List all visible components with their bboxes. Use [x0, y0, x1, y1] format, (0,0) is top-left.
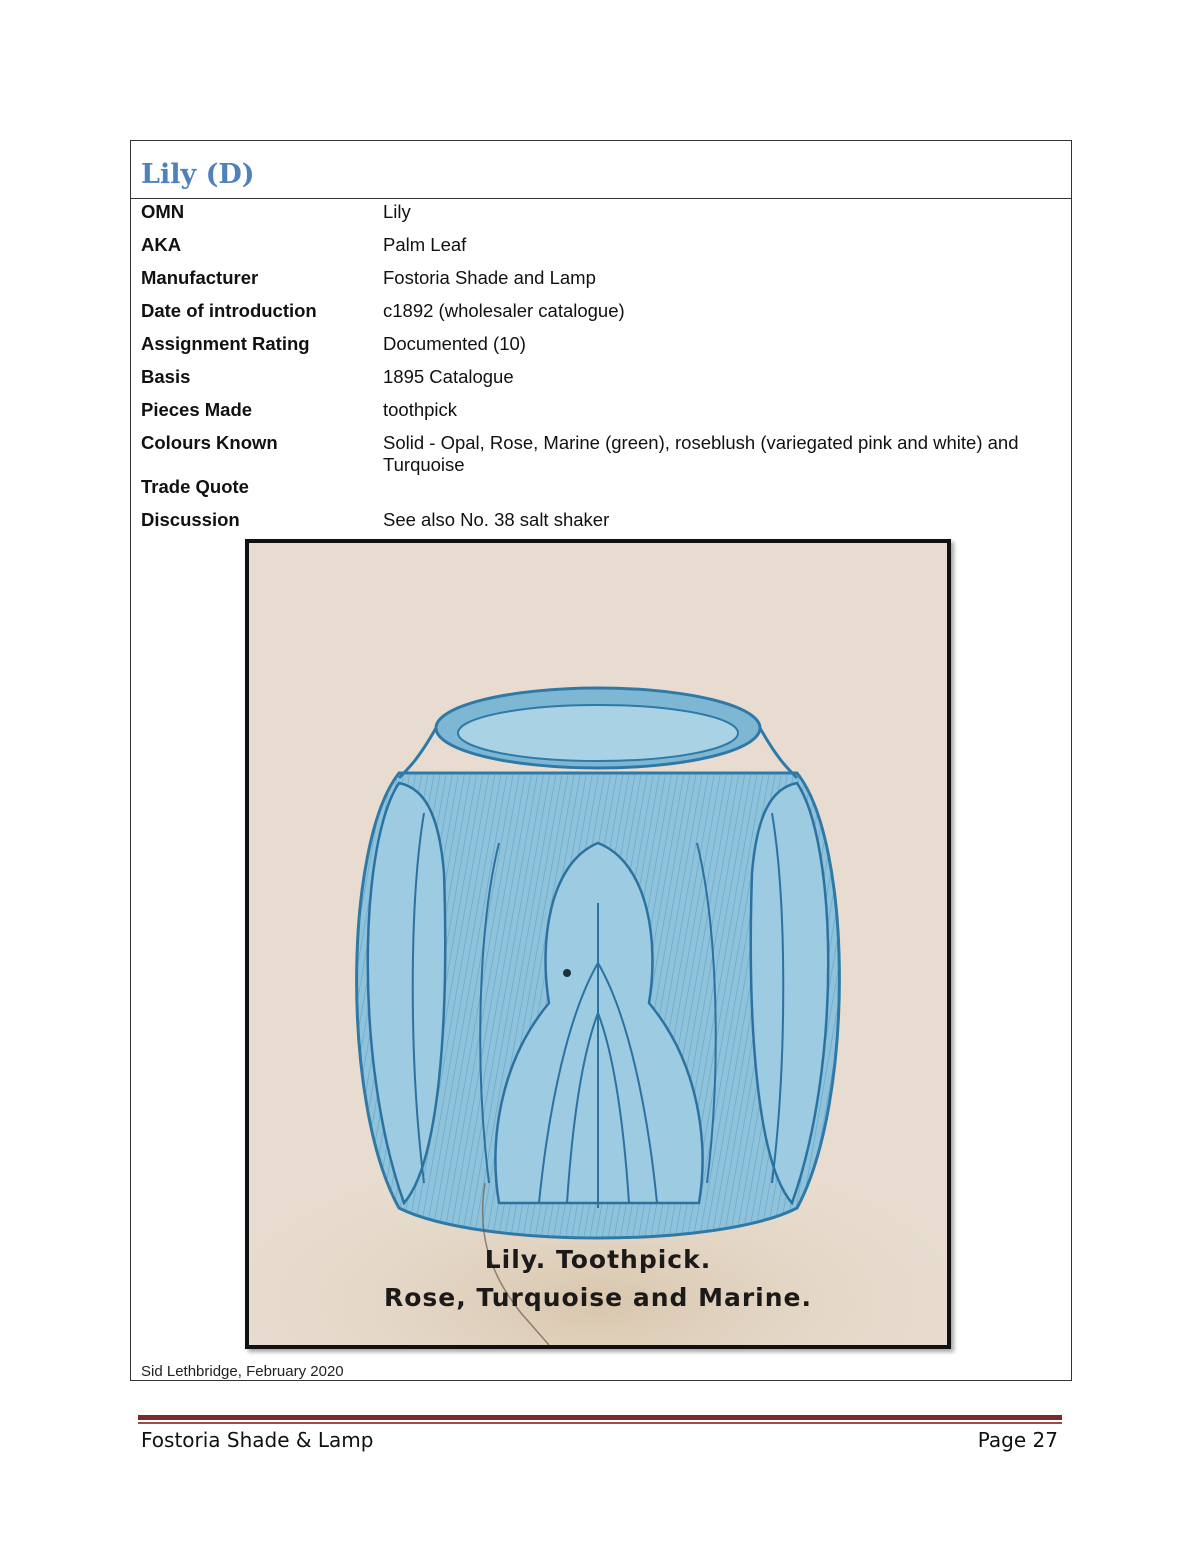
field-label: AKA — [141, 234, 182, 255]
figure-caption-line1: Lily. Toothpick. — [484, 1245, 712, 1274]
field-row-colours — [141, 432, 1041, 476]
field-value: Fostoria Shade and Lamp — [383, 267, 596, 288]
footer-rule — [138, 1415, 1062, 1420]
field-value: Lily — [383, 201, 411, 222]
catalogue-illustration — [245, 539, 951, 1349]
fields-table — [141, 201, 1041, 531]
field-value: c1892 (wholesaler catalogue) — [383, 300, 625, 321]
field-label: Basis — [141, 366, 191, 387]
field-row-date — [141, 300, 1041, 322]
title-row — [131, 141, 1071, 199]
pattern-card — [130, 140, 1072, 1381]
field-row-omn — [141, 201, 1041, 223]
figure-caption-line2: Rose, Turquoise and Marine. — [383, 1283, 813, 1312]
field-label: Discussion — [141, 509, 240, 530]
page-number: Page 27 — [977, 1428, 1058, 1452]
pattern-title: Lily (D) — [141, 159, 255, 190]
footer-book-title: Fostoria Shade & Lamp — [141, 1428, 374, 1452]
field-row-trade-quote — [141, 476, 1041, 498]
field-label: Assignment Rating — [141, 333, 310, 354]
field-label: OMN — [141, 201, 185, 222]
field-row-aka — [141, 234, 1041, 256]
field-value: See also No. 38 salt shaker — [383, 509, 610, 530]
author-credit: Sid Lethbridge, February 2020 — [141, 1363, 344, 1380]
field-value — [383, 476, 1041, 498]
field-value: Solid - Opal, Rose, Marine (green), roseblush (variegated pink and white) and Turquoise — [383, 432, 1019, 475]
field-row-basis — [141, 366, 1041, 388]
field-label: Trade Quote — [141, 476, 249, 497]
field-label: Date of introduction — [141, 300, 317, 321]
field-row-rating — [141, 333, 1041, 355]
toothpick-drawing — [249, 543, 947, 1345]
footer-rule-thin — [138, 1422, 1062, 1424]
field-value: Palm Leaf — [383, 234, 467, 255]
field-value: 1895 Catalogue — [383, 366, 514, 387]
field-value: Documented (10) — [383, 333, 526, 354]
field-row-manufacturer — [141, 267, 1041, 289]
field-row-discussion — [141, 509, 1041, 531]
field-label: Manufacturer — [141, 267, 259, 288]
field-value: toothpick — [383, 399, 458, 420]
field-label: Pieces Made — [141, 399, 253, 420]
field-label: Colours Known — [141, 432, 278, 453]
field-row-pieces — [141, 399, 1041, 421]
